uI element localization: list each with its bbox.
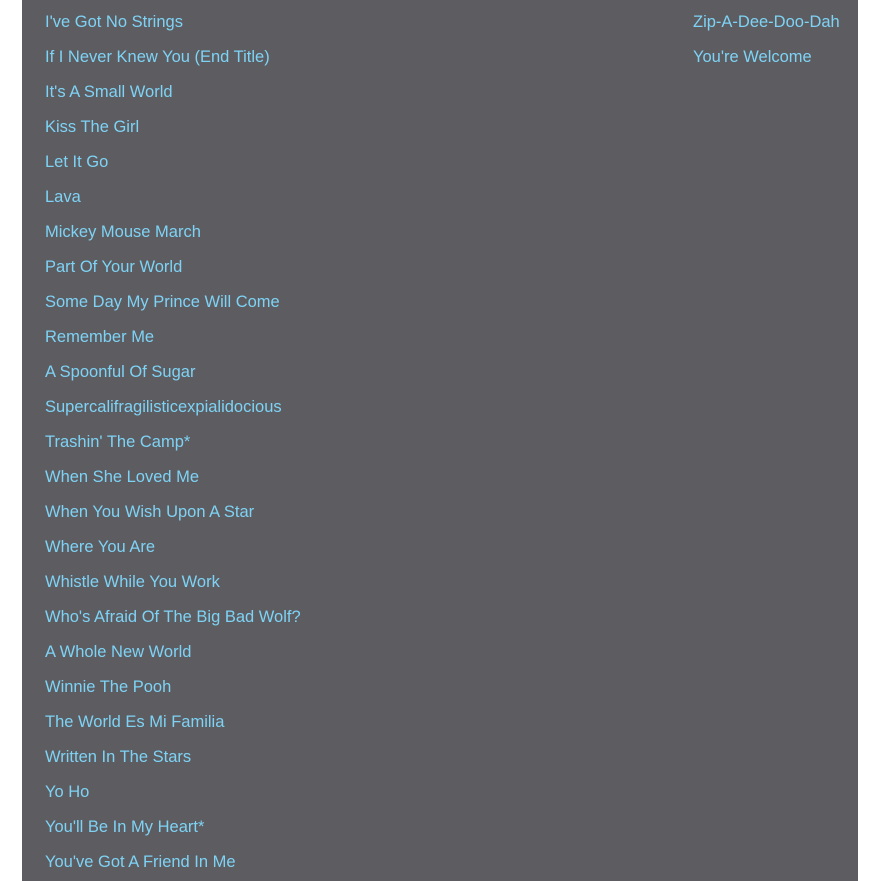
song-link[interactable]: Remember Me: [45, 328, 155, 346]
song-link[interactable]: Part Of Your World: [45, 258, 183, 276]
song-link[interactable]: Who's Afraid Of The Big Bad Wolf?: [45, 608, 301, 626]
song-link[interactable]: Let It Go: [45, 153, 109, 171]
song-link[interactable]: You're Welcome: [693, 48, 812, 66]
song-link[interactable]: A Spoonful Of Sugar: [45, 363, 196, 381]
song-link[interactable]: I've Got No Strings: [45, 13, 183, 31]
song-link[interactable]: Yo Ho: [45, 783, 90, 801]
song-link[interactable]: Zip-A-Dee-Doo-Dah: [693, 13, 840, 31]
song-link[interactable]: When She Loved Me: [45, 468, 200, 486]
song-list-right-column: [693, 5, 858, 75]
song-link[interactable]: Kiss The Girl: [45, 118, 140, 136]
song-link[interactable]: Winnie The Pooh: [45, 678, 172, 696]
song-link[interactable]: A Whole New World: [45, 643, 192, 661]
song-link[interactable]: The World Es Mi Familia: [45, 713, 225, 731]
song-list-left-column: [45, 5, 465, 880]
song-link[interactable]: Trashin' The Camp*: [45, 433, 191, 451]
song-link[interactable]: Whistle While You Work: [45, 573, 220, 591]
song-link[interactable]: Some Day My Prince Will Come: [45, 293, 280, 311]
song-link[interactable]: It's A Small World: [45, 83, 173, 101]
song-link[interactable]: Written In The Stars: [45, 748, 192, 766]
song-list-panel: [22, 0, 858, 881]
song-link[interactable]: Where You Are: [45, 538, 156, 556]
song-link[interactable]: Mickey Mouse March: [45, 223, 201, 241]
song-link[interactable]: Lava: [45, 188, 81, 206]
song-link[interactable]: Supercalifragilisticexpialidocious: [45, 398, 282, 416]
song-link[interactable]: You've Got A Friend In Me: [45, 853, 236, 871]
song-link[interactable]: You'll Be In My Heart*: [45, 818, 205, 836]
song-link[interactable]: When You Wish Upon A Star: [45, 503, 255, 521]
song-link[interactable]: If I Never Knew You (End Title): [45, 48, 270, 66]
